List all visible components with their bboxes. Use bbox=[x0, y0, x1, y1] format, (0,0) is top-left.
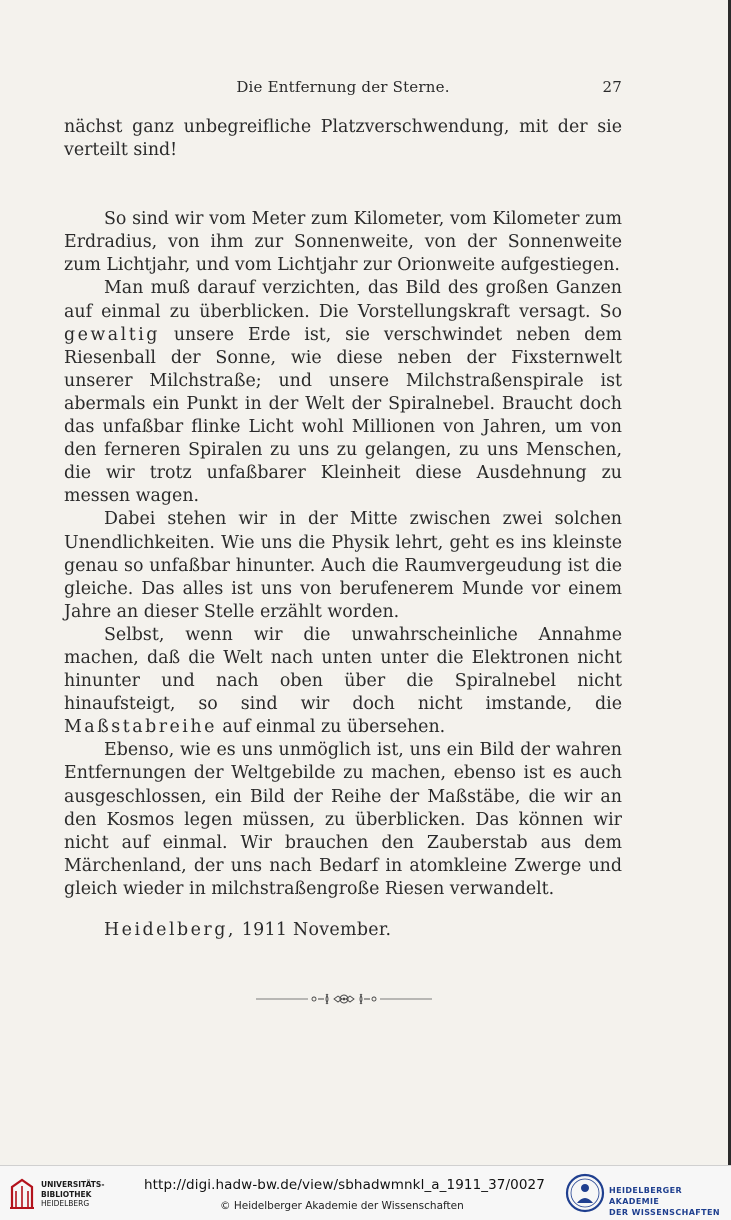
signoff bbox=[64, 919, 622, 942]
paragraph: Man muß darauf verzichten, das Bild des großen Ganzen auf einmal zu überblicken. Die Vorstellungskraft versagt. So gewaltig unsere Erde ist, sie verschwindet neben dem Riesenball der Sonne, wie diese neben der Fixsternwelt unserer Milchstraße; und unsere Milchstraßenspirale ist abermals ein Punkt in der Welt der Spiralnebel. Braucht doch das unfaßbar flinke Licht wohl Millionen von Jahren, um von den ferneren Spiralen zu uns zu gelangen, zu uns Menschen, die wir trotz unfaßbarer Kleinheit diese Ausdehnung zu messen wagen. bbox=[64, 278, 622, 507]
permalink-url[interactable]: http://digi.hadw-bw.de/view/sbhadwmnkl_a_1911_37/0027 bbox=[144, 1177, 545, 1193]
viewer-footer bbox=[0, 1165, 731, 1220]
signoff-place: Heidelberg, bbox=[104, 920, 236, 940]
spaced-emphasis: gewaltig bbox=[64, 324, 160, 345]
university-library-logo[interactable] bbox=[8, 1177, 128, 1213]
running-head-title: Die Entfernung der Sterne. bbox=[236, 78, 450, 96]
paragraph: So sind wir vom Meter zum Kilometer, vom Kilometer zum Erdradius, von ihm zur Sonnenweite, von der Sonnenweite zum Lichtjahr, und vom Lichtjahr zur Orionweite aufgestiegen. bbox=[64, 209, 622, 276]
paragraph-continued: nächst ganz unbegreifliche Platzverschwendung, mit der sie verteilt sind! bbox=[64, 117, 622, 161]
library-emblem-icon bbox=[8, 1177, 36, 1211]
signoff-date: 1911 November. bbox=[235, 920, 392, 940]
paragraph: Dabei stehen wir in der Mitte zwischen zwei solchen Unendlichkeiten. Wie uns die Physik lehrt, geht es ins kleinste genau so unfaßbar hinunter. Auch die Raumvergeudung ist die gleiche. Das alles ist uns von berufenerem Munde vor einem Jahre an dieser Stelle erzählt worden. bbox=[64, 509, 622, 622]
copyright-notice: © Heidelberger Akademie der Wissenschaften bbox=[220, 1200, 464, 1212]
page-body bbox=[64, 116, 622, 942]
paragraph: Ebenso, wie es uns unmöglich ist, uns ein Bild der wahren Entfernungen der Weltgebilde zu machen, ebenso ist es auch ausgeschlossen, ein Bild der Reihe der Maßstäbe, die wir an den Kosmos legen müssen, zu überblicken. Das können wir nicht auf einmal. Wir brauchen den Zauberstab aus dem Märchenland, der uns nach Bedarf in atomkleine Zwerge und gleich wieder in milchstraßengroße Riesen verwandelt. bbox=[64, 740, 622, 899]
academy-name: HEIDELBERGER AKADEMIE DER WISSENSCHAFTEN bbox=[609, 1186, 720, 1217]
paragraph: Selbst, wenn wir die unwahrscheinliche Annahme machen, daß die Welt nach unten unter die Elektronen nicht hinunter und nach oben über die Spiralnebel nicht hinaufsteigt, so sind wir doch nicht imstande, die Maßstabreihe auf einmal zu übersehen. bbox=[64, 624, 622, 738]
page-number: 27 bbox=[602, 78, 622, 96]
ornament-divider bbox=[256, 990, 432, 1008]
library-name: UNIVERSITÄTS- BIBLIOTHEK HEIDELBERG bbox=[41, 1180, 105, 1208]
academy-seal-icon bbox=[565, 1173, 605, 1213]
academy-logo[interactable] bbox=[565, 1173, 725, 1215]
spaced-emphasis: Maßstabreihe bbox=[64, 717, 217, 738]
